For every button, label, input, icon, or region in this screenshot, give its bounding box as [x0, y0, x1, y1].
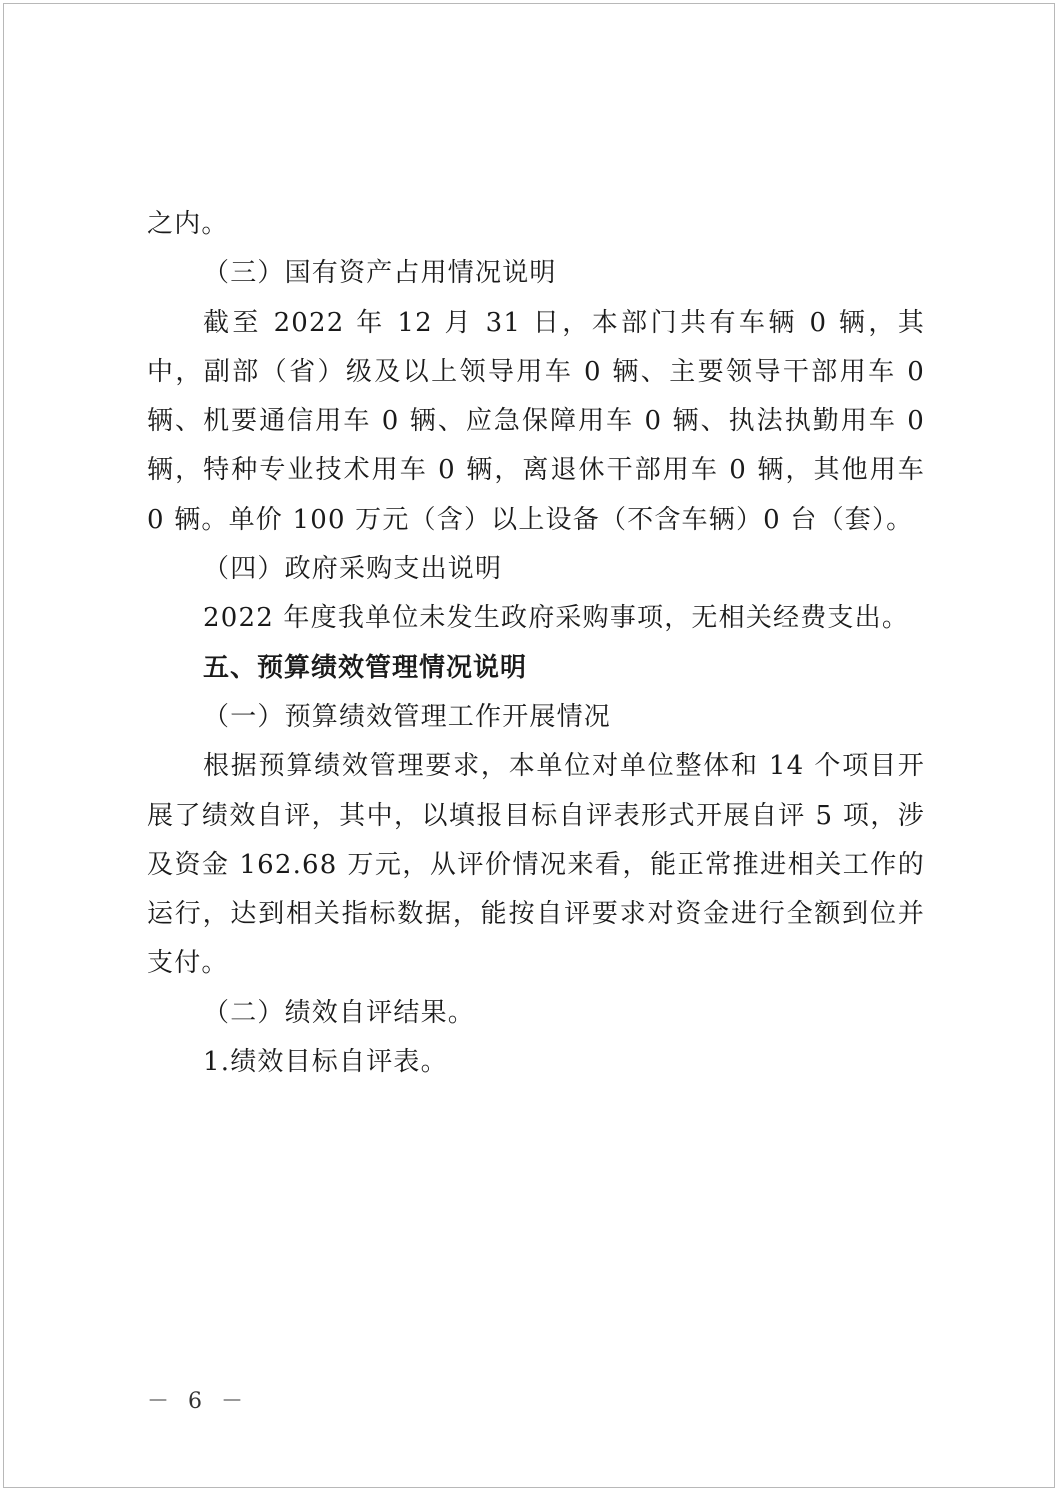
section-heading-self-evaluation: （二）绩效自评结果。 — [203, 997, 476, 1028]
page — [3, 3, 1055, 1488]
section-heading-assets: （三）国有资产占用情况说明 — [203, 258, 557, 289]
paragraph-continuation: 之内。 — [147, 209, 229, 239]
paragraph-assets: 截至 2022 年 12 月 31 日，本部门共有车辆 0 辆，其中，副部（省）级及以上领导用车 0 辆、主要领导干部用车 0 辆、机要通信用车 0 辆、应急保障用车 0 辆、执法执勤用车 0 辆，特种专业技术用车 0 辆，离退休干部用车 0 辆，其他用车 0 辆。单价 100 万元（含）以上设备（不含车辆）0 台（套）。 — [147, 307, 925, 535]
paragraph-procurement: 2022 年度我单位未发生政府采购事项，无相关经费支出。 — [203, 603, 910, 634]
section-heading-performance-work: （一）预算绩效管理工作开展情况 — [203, 701, 612, 732]
document-body — [147, 200, 925, 1087]
paragraph-performance-work: 根据预算绩效管理要求，本单位对单位整体和 14 个项目开展了绩效自评，其中，以填报目标自评表形式开展自评 5 项，涉及资金 162.68 万元，从评价情况来看，能正常推进相关工作的运行，达到相关指标数据，能按自评要求对资金进行全额到位并支付。 — [147, 751, 925, 979]
chapter-heading-performance: 五、预算绩效管理情况说明 — [203, 652, 528, 683]
page-number: － 6 － — [147, 1389, 249, 1414]
list-item-self-evaluation-table: 1.绩效目标自评表。 — [203, 1047, 448, 1078]
section-heading-procurement: （四）政府采购支出说明 — [203, 554, 503, 585]
